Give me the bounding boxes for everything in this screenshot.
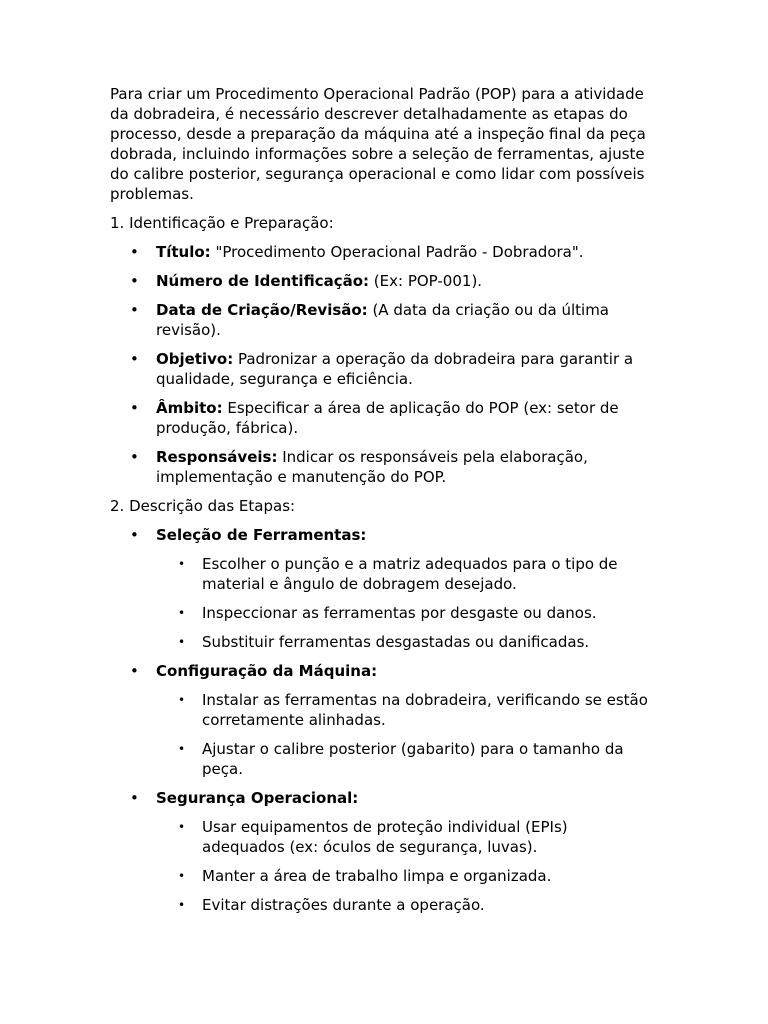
item-text: Indicar os responsáveis pela elaboração, implementação e manutenção do POP. (156, 448, 588, 486)
group-label: Configuração da Máquina: (156, 662, 378, 680)
section-1-list (110, 242, 655, 487)
sub-list-item: • Instalar as ferramentas na dobradeira, verificando se estão corretamente alinhadas. (156, 690, 655, 730)
item-text: Padronizar a operação da dobradeira para garantir a qualidade, segurança e eficiência. (156, 350, 634, 388)
group-operational-safety (110, 788, 655, 915)
section-1-heading: 1. Identificação e Preparação: (110, 214, 334, 232)
section-2-heading: 2. Descrição das Etapas: (110, 497, 296, 515)
item-text: (Ex: POP-001). (369, 272, 483, 290)
sub-list-item: • Substituir ferramentas desgastadas ou danificadas. (156, 632, 655, 652)
list-item (110, 242, 655, 262)
sub-list-item: • Escolher o punção e a matriz adequados para o tipo de material e ângulo de dobragem desejado. (156, 554, 655, 594)
group-tool-selection (110, 525, 655, 652)
group-label: Seleção de Ferramentas: (156, 526, 367, 544)
group-label: Segurança Operacional: (156, 789, 359, 807)
group-machine-setup (110, 661, 655, 779)
sub-list-item: • Usar equipamentos de proteção individual (EPIs) adequados (ex: óculos de segurança, luvas). (156, 817, 655, 857)
intro-paragraph: Para criar um Procedimento Operacional Padrão (POP) para a atividade da dobradeira, é necessário descrever detalhadamente as etapas do processo, desde a preparação da máquina até a inspeção final da peça dobrada, incluindo informações sobre a seleção de ferramentas, ajuste do calibre posterior, segurança operacional e como lidar com possíveis problemas. (110, 85, 646, 203)
item-text: (A data da criação ou da última revisão). (156, 301, 609, 339)
list-item (110, 271, 655, 291)
sub-list-item: • Manter a área de trabalho limpa e organizada. (156, 866, 655, 886)
list-item (110, 447, 655, 487)
item-label: Título: (156, 243, 211, 261)
sub-list-item: • Inspeccionar as ferramentas por desgaste ou danos. (156, 603, 655, 623)
sub-list (156, 554, 655, 652)
section-2-list (110, 525, 655, 915)
list-item (110, 300, 655, 340)
item-label: Responsáveis: (156, 448, 278, 466)
item-text: Especificar a área de aplicação do POP (ex: setor de produção, fábrica). (156, 399, 619, 437)
item-label: Âmbito: (156, 399, 223, 417)
sub-list-item: • Evitar distrações durante a operação. (156, 895, 655, 915)
item-text: "Procedimento Operacional Padrão - Dobradora". (210, 243, 584, 261)
sub-list-item: • Ajustar o calibre posterior (gabarito) para o tamanho da peça. (156, 739, 655, 779)
sub-list (156, 817, 655, 915)
item-label: Data de Criação/Revisão: (156, 301, 368, 319)
item-label: Objetivo: (156, 350, 234, 368)
sub-list (156, 690, 655, 779)
item-label: Número de Identificação: (156, 272, 370, 290)
list-item (110, 349, 655, 389)
list-item (110, 398, 655, 438)
document-page (110, 84, 655, 924)
